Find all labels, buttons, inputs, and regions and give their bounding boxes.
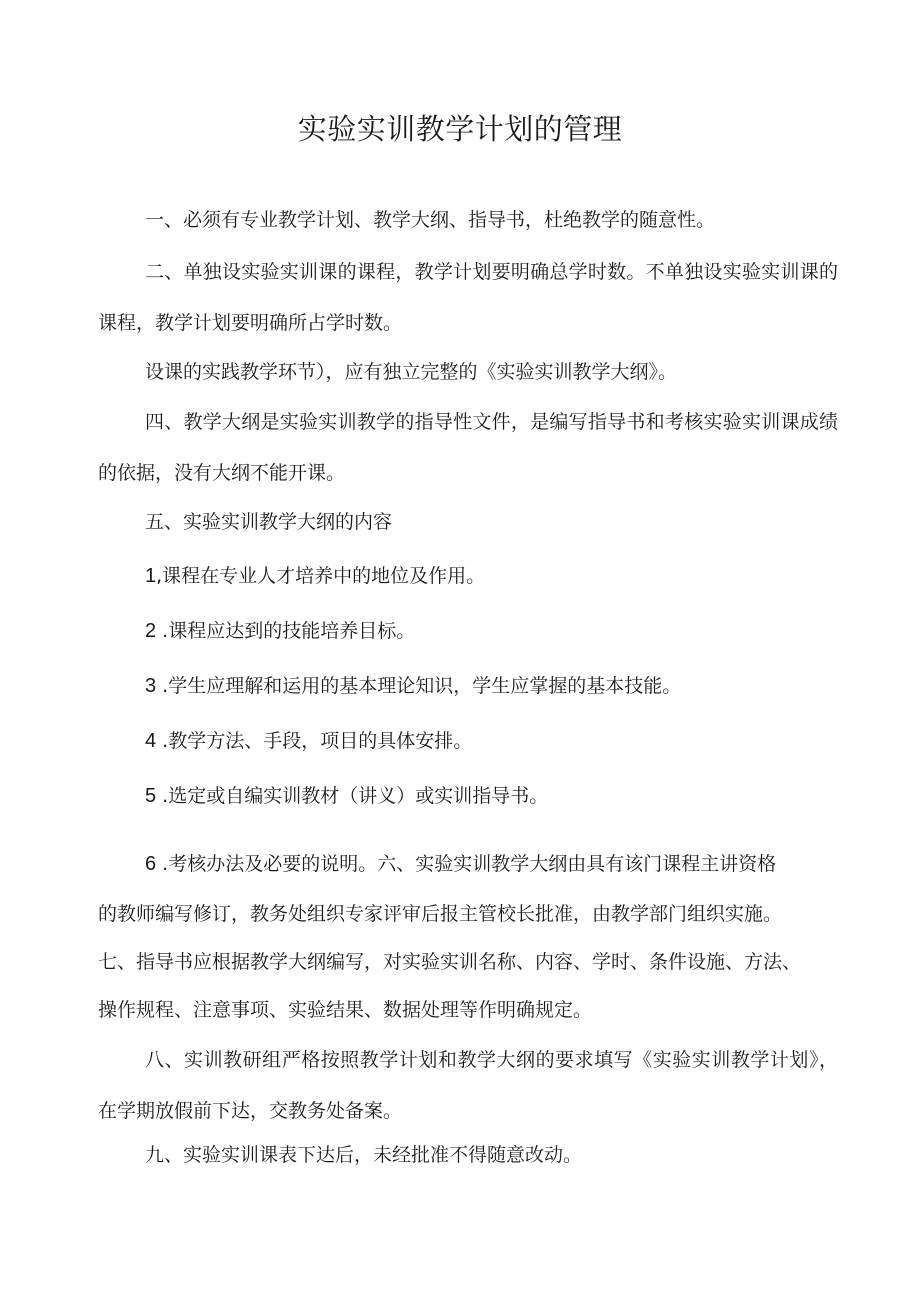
paragraph-1: 一、必须有专业教学计划、教学大纲、指导书，杜绝教学的随意性。: [145, 209, 716, 231]
list-item-text: .考核办法及必要的说明。六、实验实训教学大纲由具有该门课程主讲资格: [162, 853, 777, 875]
list-item-number: 2: [145, 620, 157, 642]
paragraph-5: 五、实验实训教学大纲的内容: [145, 511, 393, 533]
list-item-6-line-1: [98, 839, 885, 890]
list-item-5: [98, 771, 885, 822]
page-title: 实验实训教学计划的管理: [297, 112, 623, 146]
list-item-2: [98, 606, 885, 657]
paragraph-3: 设课的实践教学环节），应有独立完整的《实验实训教学大纲》。: [145, 361, 678, 383]
paragraph-7-line-1: 七、指导书应根据教学大纲编写，对实验实训名称、内容、学时、条件设施、方法、: [98, 951, 802, 973]
list-item-number: 6: [145, 853, 157, 875]
list-item-number: 3: [145, 675, 157, 697]
paragraph-7-line-2: 操作规程、注意事项、实验结果、数据处理等作明确规定。: [98, 999, 593, 1021]
list-item-text: .教学方法、手段，项目的具体安排。: [162, 730, 473, 752]
paragraph-2: 二、单独设实验实训课的课程，教学计划要明确总学时数。不单独设实验实训课的课程，教学计划要明确所占学时数。: [98, 261, 838, 334]
list-item-text: ,课程在专业人才培养中的地位及作用。: [156, 565, 486, 587]
list-item-number: 1: [145, 565, 157, 587]
list-item-number: 4: [145, 730, 157, 752]
list-item-number: 5: [145, 785, 157, 807]
list-item-1: [98, 551, 885, 602]
list-item-text: .选定或自编实训教材（讲义）或实训指导书。: [162, 785, 549, 807]
list-item-4: [98, 716, 885, 767]
list-item-text: .学生应理解和运用的基本理论知识，学生应掌握的基本技能。: [162, 675, 682, 697]
paragraph-4: 四、教学大纲是实验实训教学的指导性文件，是编写指导书和考核实验实训课成绩的依据，没有大纲不能开课。: [98, 411, 838, 484]
list-item-text: .课程应达到的技能培养目标。: [162, 620, 416, 642]
paragraph-6-line-2: 的教师编写修订，教务处组织专家评审后报主管校长批准，由教学部门组织实施。: [98, 903, 783, 925]
paragraph-8: 八、实训教研组严格按照教学计划和教学大纲的要求填写《实验实训教学计划》，在学期放假前下达，交教务处备案。: [98, 1049, 838, 1122]
paragraph-9: 九、实验实训课表下达后，未经批准不得随意改动。: [145, 1144, 583, 1166]
list-item-3: [98, 661, 885, 712]
